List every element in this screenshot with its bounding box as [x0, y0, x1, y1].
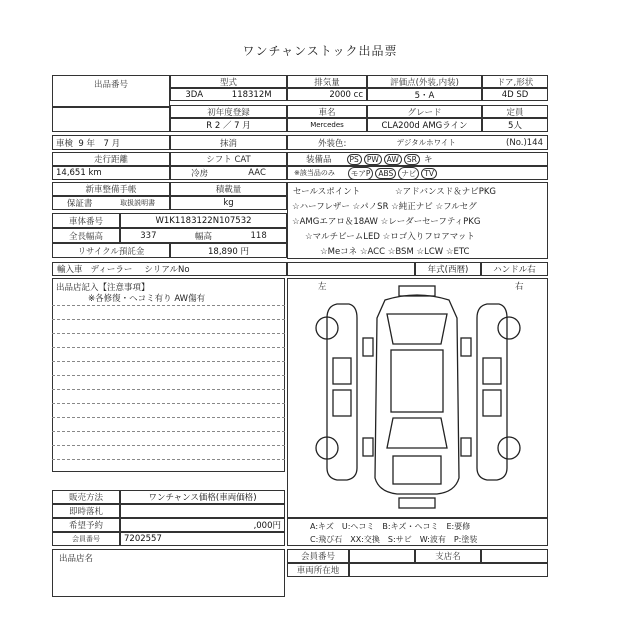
remarks-text: ※各修復・ヘコミ有り AW傷有 — [88, 294, 206, 304]
doors-value: 4D SD — [482, 88, 548, 101]
warranty-label: 保証書 — [66, 199, 93, 209]
score-label: 評価点(外装,内装) — [367, 75, 482, 88]
inspection-row — [52, 135, 170, 150]
equipment-label: 装備品 — [306, 155, 332, 165]
dimensions-label: 全長幅高 — [52, 228, 120, 243]
remarks-line — [52, 361, 285, 362]
warranty-sub: 取扱説明書 — [120, 199, 156, 207]
warranty-row — [52, 196, 170, 210]
serial-label: シリアルNo — [144, 265, 190, 275]
diagram-left-label: 左 — [318, 282, 327, 292]
sales-points-label: セールスポイント — [293, 187, 361, 197]
lot-number-value — [52, 107, 170, 132]
seats-value: 5人 — [482, 118, 548, 132]
warranty-book-label: 新車整備手帳 — [52, 182, 170, 196]
dealer-label: ディーラー — [90, 265, 133, 275]
seats-label: 定員 — [482, 105, 548, 118]
car-name-label: 車名 — [287, 105, 367, 118]
branch-value — [481, 549, 548, 563]
displacement-value: 2000 cc — [287, 88, 367, 101]
equipment2-row — [287, 166, 548, 180]
remarks-line — [52, 319, 285, 320]
expected-price-label: 希望予約 — [52, 518, 120, 532]
dimension-length: 337 — [140, 230, 157, 241]
sales-point-4: ☆マルチビームLED ☆ロゴ入りフロアマット — [305, 232, 475, 242]
sales-point-5: ☆Meコネ ☆ACC ☆BSM ☆LCW ☆ETC — [320, 247, 470, 257]
sale-method-label: 販売方法 — [52, 490, 120, 504]
location-value — [349, 563, 548, 577]
equip-ps: PS — [347, 154, 362, 165]
aircon-label: 冷房 — [191, 169, 209, 179]
branch-label: 支店名 — [415, 549, 481, 563]
exterior-color-row — [287, 135, 548, 150]
equip-moap: モアP — [348, 167, 374, 180]
member-no2-value — [349, 549, 415, 563]
car-diagram-icon — [287, 278, 548, 518]
remarks-label: 出品店記入【注意事項】 — [56, 283, 150, 293]
remarks-line — [52, 431, 285, 432]
diagram-right-label: 右 — [515, 282, 524, 292]
remarks-line — [52, 389, 285, 390]
aircon-row — [170, 166, 287, 180]
equip-key: キ — [423, 155, 433, 165]
load-label: 積載量 — [170, 182, 287, 196]
year-made-label: 年式(西暦) — [415, 262, 481, 276]
equipment-row — [287, 152, 548, 166]
remarks-line — [52, 459, 285, 460]
remarks-line — [52, 347, 285, 348]
sale-method-value: ワンチャンス価格(車両価格) — [120, 490, 285, 504]
sold-flag-value — [120, 504, 285, 518]
import-label: 輸入車 — [57, 265, 83, 275]
equipment2-label: ※該当品のみ — [294, 169, 335, 177]
equip-navi: ナビ — [398, 167, 419, 180]
exterior-color-label: 外装色: — [318, 138, 347, 149]
first-reg-value: R 2 ／ 7 月 — [170, 118, 287, 132]
sales-point-2: ☆ハーフレザー ☆パノSR ☆純正ナビ ☆フルセグ — [292, 202, 477, 212]
sold-flag-label: 即時落札 — [52, 504, 120, 518]
first-reg-label: 初年度登録 — [170, 105, 287, 118]
location-label: 車両所在地 — [287, 563, 349, 577]
legend-line-1: A:キズ U:ヘコミ B:キズ・ヘコミ E:要修 — [310, 522, 471, 531]
member-no-value: 7202557 — [120, 532, 285, 546]
remarks-line — [52, 305, 285, 306]
sales-point-3: ☆AMGエアロ＆18AW ☆レーダーセーフティPKG — [292, 217, 481, 227]
model-prefix: 3DA — [185, 89, 204, 100]
dimension-height: 118 — [250, 230, 267, 241]
remarks-line — [52, 403, 285, 404]
vin-label: 車体番号 — [52, 213, 120, 228]
sales-point-1: ☆アドバンスド＆ナビPKG — [395, 187, 496, 197]
score-value: 5・A — [367, 88, 482, 101]
mileage-label: 走行距離 — [52, 152, 170, 166]
dimensions-row — [120, 228, 287, 243]
mileage-value: 14,651 km — [52, 166, 170, 180]
displacement-label: 排気量 — [287, 75, 367, 88]
equip-sr: SR — [404, 154, 420, 165]
grade-label: グレード — [367, 105, 482, 118]
shop-label: 出品店名 — [52, 549, 285, 597]
remarks-line — [52, 333, 285, 334]
model-code: 118312M — [231, 89, 272, 100]
inspection-label: 車検 — [56, 138, 74, 149]
member-no-label: 会員番号 — [52, 532, 120, 546]
equip-abs: ABS — [375, 168, 396, 179]
grade-value: CLA200d AMGライン — [367, 118, 482, 132]
inspection-value: 9 年 7 月 — [78, 138, 121, 149]
import-row — [52, 262, 287, 276]
dimension-width-label: 幅高 — [194, 231, 212, 242]
car-name-value: Mercedes — [287, 118, 367, 132]
model-value — [170, 88, 287, 101]
sheet-title: ワンチャンストック出品票 — [242, 44, 398, 58]
remarks-line — [52, 445, 285, 446]
equip-aw: AW — [384, 154, 402, 165]
load-value: kg — [170, 196, 287, 210]
equip-pw: PW — [364, 154, 382, 165]
member-no2-label: 会員番号 — [287, 549, 349, 563]
exterior-color-value: デジタルホワイト — [396, 138, 456, 147]
doors-label: ドア,形状 — [482, 75, 548, 88]
vin-value: W1K1183122N107532 — [120, 213, 287, 228]
exterior-color-no: (No.)144 — [506, 137, 543, 148]
expected-price-value: ,000円 — [120, 518, 285, 532]
equip-tv: TV — [421, 168, 437, 179]
recycle-label: リサイクル預託金 — [52, 243, 170, 258]
shift-label: シフト CAT — [170, 152, 287, 166]
legend-line-2: C:飛び石 XX:交換 S:サビ W:波有 P:塗装 — [310, 535, 478, 544]
lot-number-label: 出品番号 — [52, 75, 170, 107]
recycle-value: 18,890 円 — [170, 243, 287, 258]
aircon-value: AAC — [248, 168, 266, 178]
handle-label: ハンドル右 — [481, 262, 548, 276]
inspection-remark: 抹消 — [170, 135, 287, 150]
model-label: 型式 — [170, 75, 287, 88]
remarks-line — [52, 417, 285, 418]
remarks-line — [52, 375, 285, 376]
import-blank — [287, 262, 415, 276]
